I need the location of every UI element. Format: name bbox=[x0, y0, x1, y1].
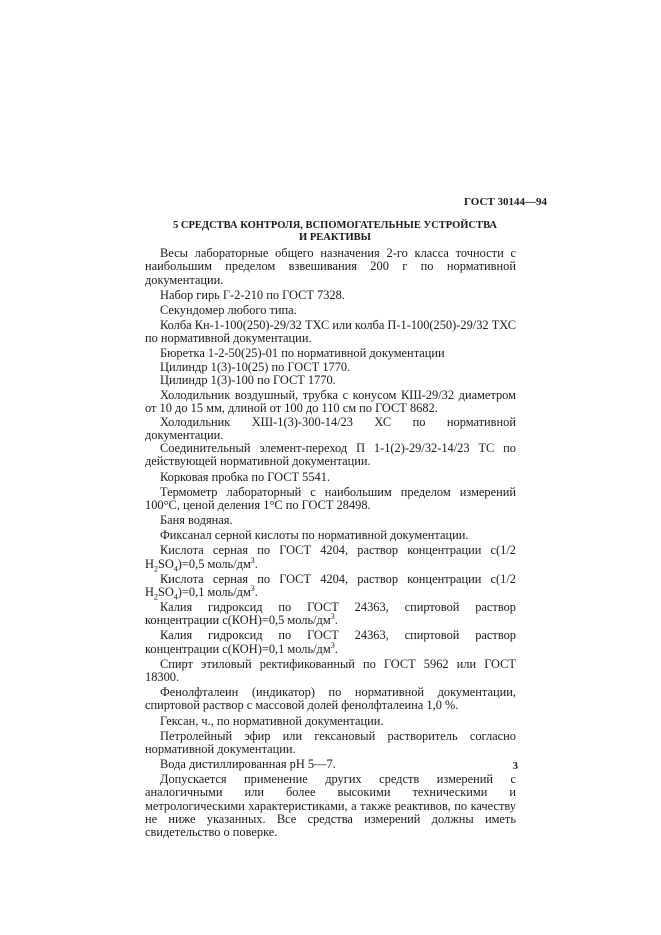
paragraph-sulfuric-acid-05: Кислота серная по ГОСТ 4204, раствор концентрации с(1/2 $H_2SO_4)=0,5$ моль/$дм^3$. bbox=[145, 543, 516, 573]
paragraph-koh-05: Калия гидроксид по ГОСТ 24363, спиртовой раствор концентрации с(КОН)=0,5 моль/$дм^3$. bbox=[145, 599, 516, 628]
paragraph-scales: Весы лабораторные общего назначения 2-го класса точности с наибольшим пределом взвешивания 200 г по нормативной документации. bbox=[145, 246, 516, 287]
paragraph-burette: Бюретка 1-2-50(25)-01 по нормативной документации bbox=[160, 346, 445, 361]
paragraph-thermometer: Термометр лабораторный с наибольшим пределом измерений 100°С, ценой деления 1°С по ГОСТ 28498. bbox=[145, 484, 516, 512]
paragraph-petroleum-ether: Петролейный эфир или гексановый растворитель согласно нормативной документации. bbox=[145, 728, 516, 756]
paragraph-weights: Набор гирь Г-2-210 по ГОСТ 7328. bbox=[160, 287, 345, 302]
section-title-line1: 5 СРЕДСТВА КОНТРОЛЯ, ВСПОМОГАТЕЛЬНЫЕ УСТРОЙСТВА bbox=[172, 220, 497, 231]
page-number: 3 bbox=[512, 760, 518, 772]
paragraph-ethanol: Спирт этиловый ректификованный по ГОСТ 5962 или ГОСТ 18300. bbox=[145, 656, 516, 685]
document-code: ГОСТ 30144—94 bbox=[464, 196, 547, 208]
paragraph-cylinder-100: Цилиндр 1(3)-100 по ГОСТ 1770. bbox=[160, 372, 336, 387]
paragraph-sulfuric-acid-01: Кислота серная по ГОСТ 4204, раствор концентрации с(1/2 $H_2SO_4)=0,1$ моль/$дм^3$. bbox=[145, 571, 516, 602]
paragraph-cylinder-10: Цилиндр 1(3)-10(25) по ГОСТ 1770. bbox=[160, 359, 351, 374]
paragraph-stopwatch: Секундомер любого типа. bbox=[160, 302, 297, 317]
paragraph-fixanal: Фиксанал серной кислоты по нормативной документации. bbox=[160, 528, 469, 543]
paragraph-hexane: Гексан, ч., по нормативной документации. bbox=[160, 713, 384, 728]
paragraph-adapter: Соединительный элемент-переход П 1-1(2)-29/32-14/23 ТС по действующей нормативной документации. bbox=[145, 441, 516, 469]
paragraph-water-bath: Баня водяная. bbox=[160, 513, 233, 528]
paragraph-cork: Корковая пробка по ГОСТ 5541. bbox=[160, 469, 331, 484]
equipment-list bbox=[145, 247, 516, 841]
paragraph-distilled-water: Вода дистиллированная pH 5—7. bbox=[160, 757, 336, 772]
paragraph-air-condenser: Холодильник воздушный, трубка с конусом КШ-29/32 диаметром от 10 до 15 мм, длиной от 100 до 110 см по ГОСТ 8682. bbox=[145, 387, 516, 416]
paragraph-condenser: Холодильник ХШ-1(3)-300-14/23 ХС по нормативной документации. bbox=[145, 414, 516, 442]
paragraph-alternatives: Допускается применение других средств измерений с аналогичными или более высокими техническими и метрологическими характеристиками, а также реактивов, по качеству не ниже указанных. Все средства измерений должны иметь свидетельство о поверке. bbox=[145, 772, 516, 840]
section-title-line2: И РЕАКТИВЫ bbox=[299, 232, 371, 243]
paragraph-flask: Колба Кн-1-100(250)-29/32 ТХС или колба П-1-100(250)-29/32 ТХС по нормативной документации. bbox=[145, 317, 517, 346]
paragraph-koh-01: Калия гидроксид по ГОСТ 24363, спиртовой раствор концентрации с(КОН)=0,1 моль/$дм^3$. bbox=[145, 628, 516, 656]
paragraph-phenolphthalein: Фенолфталеин (индикатор) по нормативной документации, спиртовой раствор с массовой долей фенолфталеина 1,0 %. bbox=[145, 685, 516, 713]
section-title bbox=[140, 220, 530, 244]
